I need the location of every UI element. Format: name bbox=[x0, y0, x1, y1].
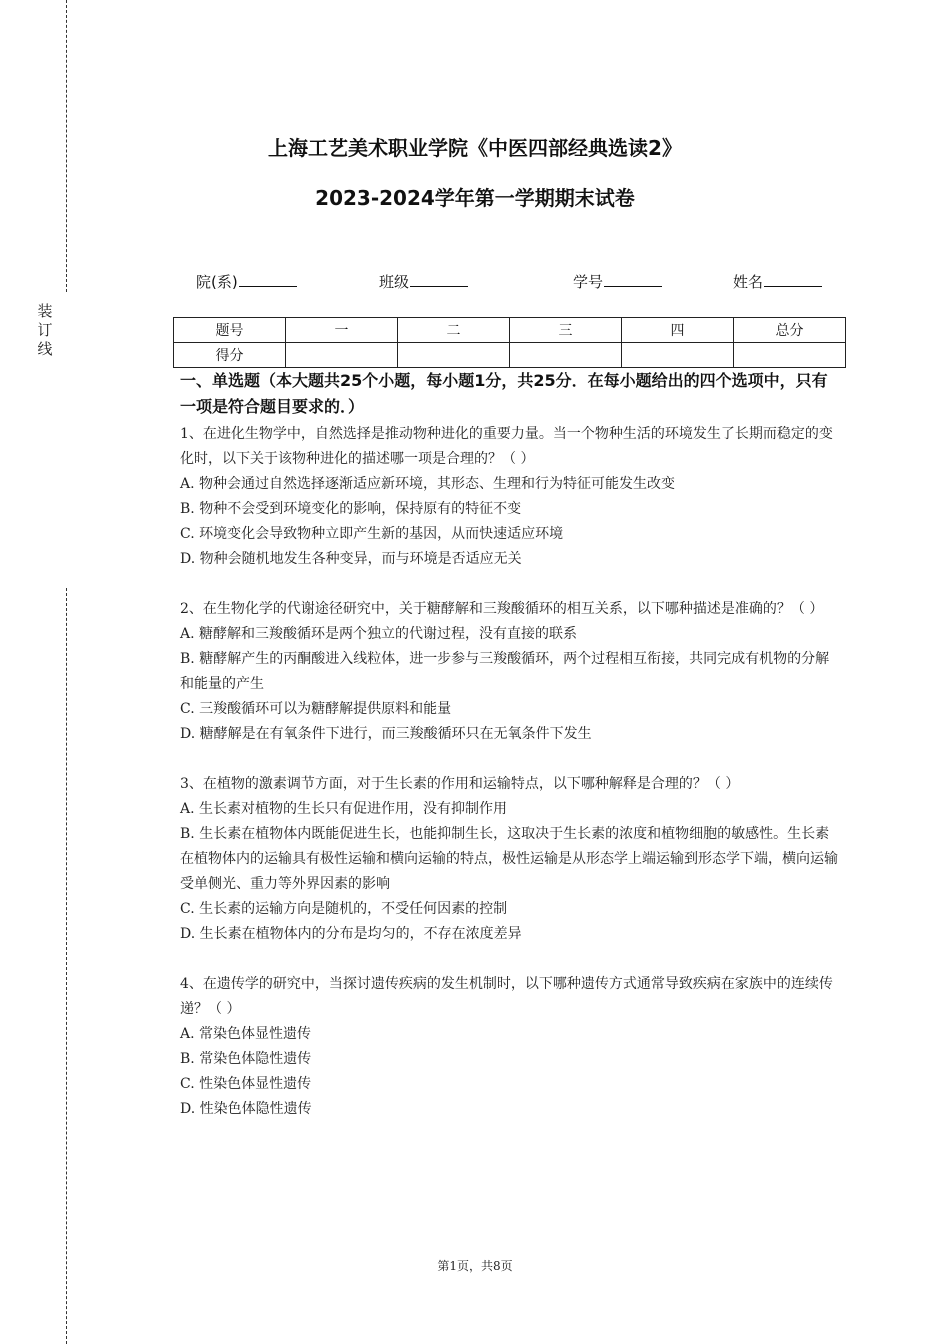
score-table-header-row bbox=[174, 318, 846, 343]
question-option[interactable]: A. 糖酵解和三羧酸循环是两个独立的代谢过程，没有直接的联系 bbox=[180, 626, 578, 642]
score-table-header-cell: 总分 bbox=[734, 318, 846, 343]
score-table-header-cell: 一 bbox=[286, 318, 398, 343]
score-cell[interactable] bbox=[398, 343, 510, 368]
class-blank[interactable] bbox=[410, 270, 468, 287]
question-option[interactable]: A. 常染色体显性遗传 bbox=[180, 1026, 312, 1042]
name-label: 姓名 bbox=[733, 273, 764, 291]
question-option[interactable]: C. 三羧酸循环可以为糖酵解提供原料和能量 bbox=[180, 701, 452, 717]
score-table-header-cell: 题号 bbox=[174, 318, 286, 343]
question-stem: 2、在生物化学的代谢途径研究中，关于糖酵解和三羧酸循环的相互关系，以下哪种描述是准确的？（ ） bbox=[180, 601, 824, 617]
question-option[interactable]: A. 物种会通过自然选择逐渐适应新环境，其形态、生理和行为特征可能发生改变 bbox=[180, 476, 676, 492]
question-item bbox=[180, 972, 842, 1122]
score-cell[interactable] bbox=[734, 343, 846, 368]
score-table-header-cell: 二 bbox=[398, 318, 510, 343]
question-option[interactable]: B. 糖酵解产生的丙酮酸进入线粒体，进一步参与三羧酸循环，两个过程相互衔接，共同完成有机物的分解和能量的产生 bbox=[180, 651, 830, 692]
question-option[interactable]: D. 性染色体隐性遗传 bbox=[180, 1101, 312, 1117]
question-option[interactable]: B. 物种不会受到环境变化的影响，保持原有的特征不变 bbox=[180, 501, 522, 517]
binding-char: 线 bbox=[37, 340, 53, 358]
exam-content bbox=[180, 368, 842, 1147]
exam-title: 上海工艺美术职业学院《中医四部经典选读2》 bbox=[268, 136, 682, 160]
question-option[interactable]: C. 环境变化会导致物种立即产生新的基因，从而快速适应环境 bbox=[180, 526, 564, 542]
question-option[interactable]: A. 生长素对植物的生长只有促进作用，没有抑制作用 bbox=[180, 801, 508, 817]
score-cell[interactable] bbox=[510, 343, 622, 368]
question-stem: 4、在遗传学的研究中，当探讨遗传疾病的发生机制时，以下哪种遗传方式通常导致疾病在家族中的连续传递？（ ） bbox=[180, 976, 833, 1017]
question-stem: 3、在植物的激素调节方面，对于生长素的作用和运输特点，以下哪种解释是合理的？（ ） bbox=[180, 776, 740, 792]
question-item bbox=[180, 772, 842, 947]
page-indicator: 第1页，共8页 bbox=[437, 1259, 513, 1273]
student-info-row bbox=[0, 270, 950, 292]
score-table-header-cell: 四 bbox=[622, 318, 734, 343]
question-option[interactable]: D. 物种会随机地发生各种变异，而与环境是否适应无关 bbox=[180, 551, 522, 567]
question-option[interactable]: D. 生长素在植物体内的分布是均匀的，不存在浓度差异 bbox=[180, 926, 522, 942]
question-stem: 1、在进化生物学中，自然选择是推动物种进化的重要力量。当一个物种生活的环境发生了长期而稳定的变化时，以下关于该物种进化的描述哪一项是合理的？（ ） bbox=[180, 426, 833, 467]
binding-char: 装 bbox=[37, 302, 53, 320]
question-item bbox=[180, 422, 842, 572]
name-field bbox=[733, 270, 822, 292]
score-table-header-cell: 三 bbox=[510, 318, 622, 343]
score-cell[interactable] bbox=[622, 343, 734, 368]
score-row-label: 得分 bbox=[174, 343, 286, 368]
department-field bbox=[196, 270, 297, 292]
name-blank[interactable] bbox=[764, 270, 822, 287]
class-field bbox=[379, 270, 468, 292]
class-label: 班级 bbox=[379, 273, 410, 291]
question-option[interactable]: C. 性染色体显性遗传 bbox=[180, 1076, 312, 1092]
score-table-score-row bbox=[174, 343, 846, 368]
question-option[interactable]: D. 糖酵解是在有氧条件下进行，而三羧酸循环只在无氧条件下发生 bbox=[180, 726, 592, 742]
department-label: 院(系) bbox=[196, 273, 238, 291]
score-cell[interactable] bbox=[286, 343, 398, 368]
student-id-blank[interactable] bbox=[604, 270, 662, 287]
student-id-label: 学号 bbox=[573, 273, 604, 291]
question-option[interactable]: B. 常染色体隐性遗传 bbox=[180, 1051, 312, 1067]
student-id-field bbox=[573, 270, 662, 292]
department-blank[interactable] bbox=[239, 270, 297, 287]
question-list bbox=[180, 422, 842, 1122]
score-table bbox=[173, 317, 846, 368]
question-item bbox=[180, 597, 842, 747]
binding-label bbox=[36, 302, 54, 359]
question-option[interactable]: C. 生长素的运输方向是随机的，不受任何因素的控制 bbox=[180, 901, 508, 917]
exam-term-title: 2023-2024学年第一学期期末试卷 bbox=[315, 186, 635, 210]
section-heading: 一、单选题（本大题共25个小题，每小题1分，共25分．在每小题给出的四个选项中，只有一项是符合题目要求的．） bbox=[180, 371, 828, 416]
binding-dashed-line-bottom bbox=[66, 588, 67, 1344]
question-option[interactable]: B. 生长素在植物体内既能促进生长，也能抑制生长，这取决于生长素的浓度和植物细胞的敏感性。生长素在植物体内的运输具有极性运输和横向运输的特点，极性运输是从形态学上端运输到形态学下端，横向运输受单侧光、重力等外界因素的影响 bbox=[180, 826, 838, 892]
binding-char: 订 bbox=[37, 321, 53, 339]
